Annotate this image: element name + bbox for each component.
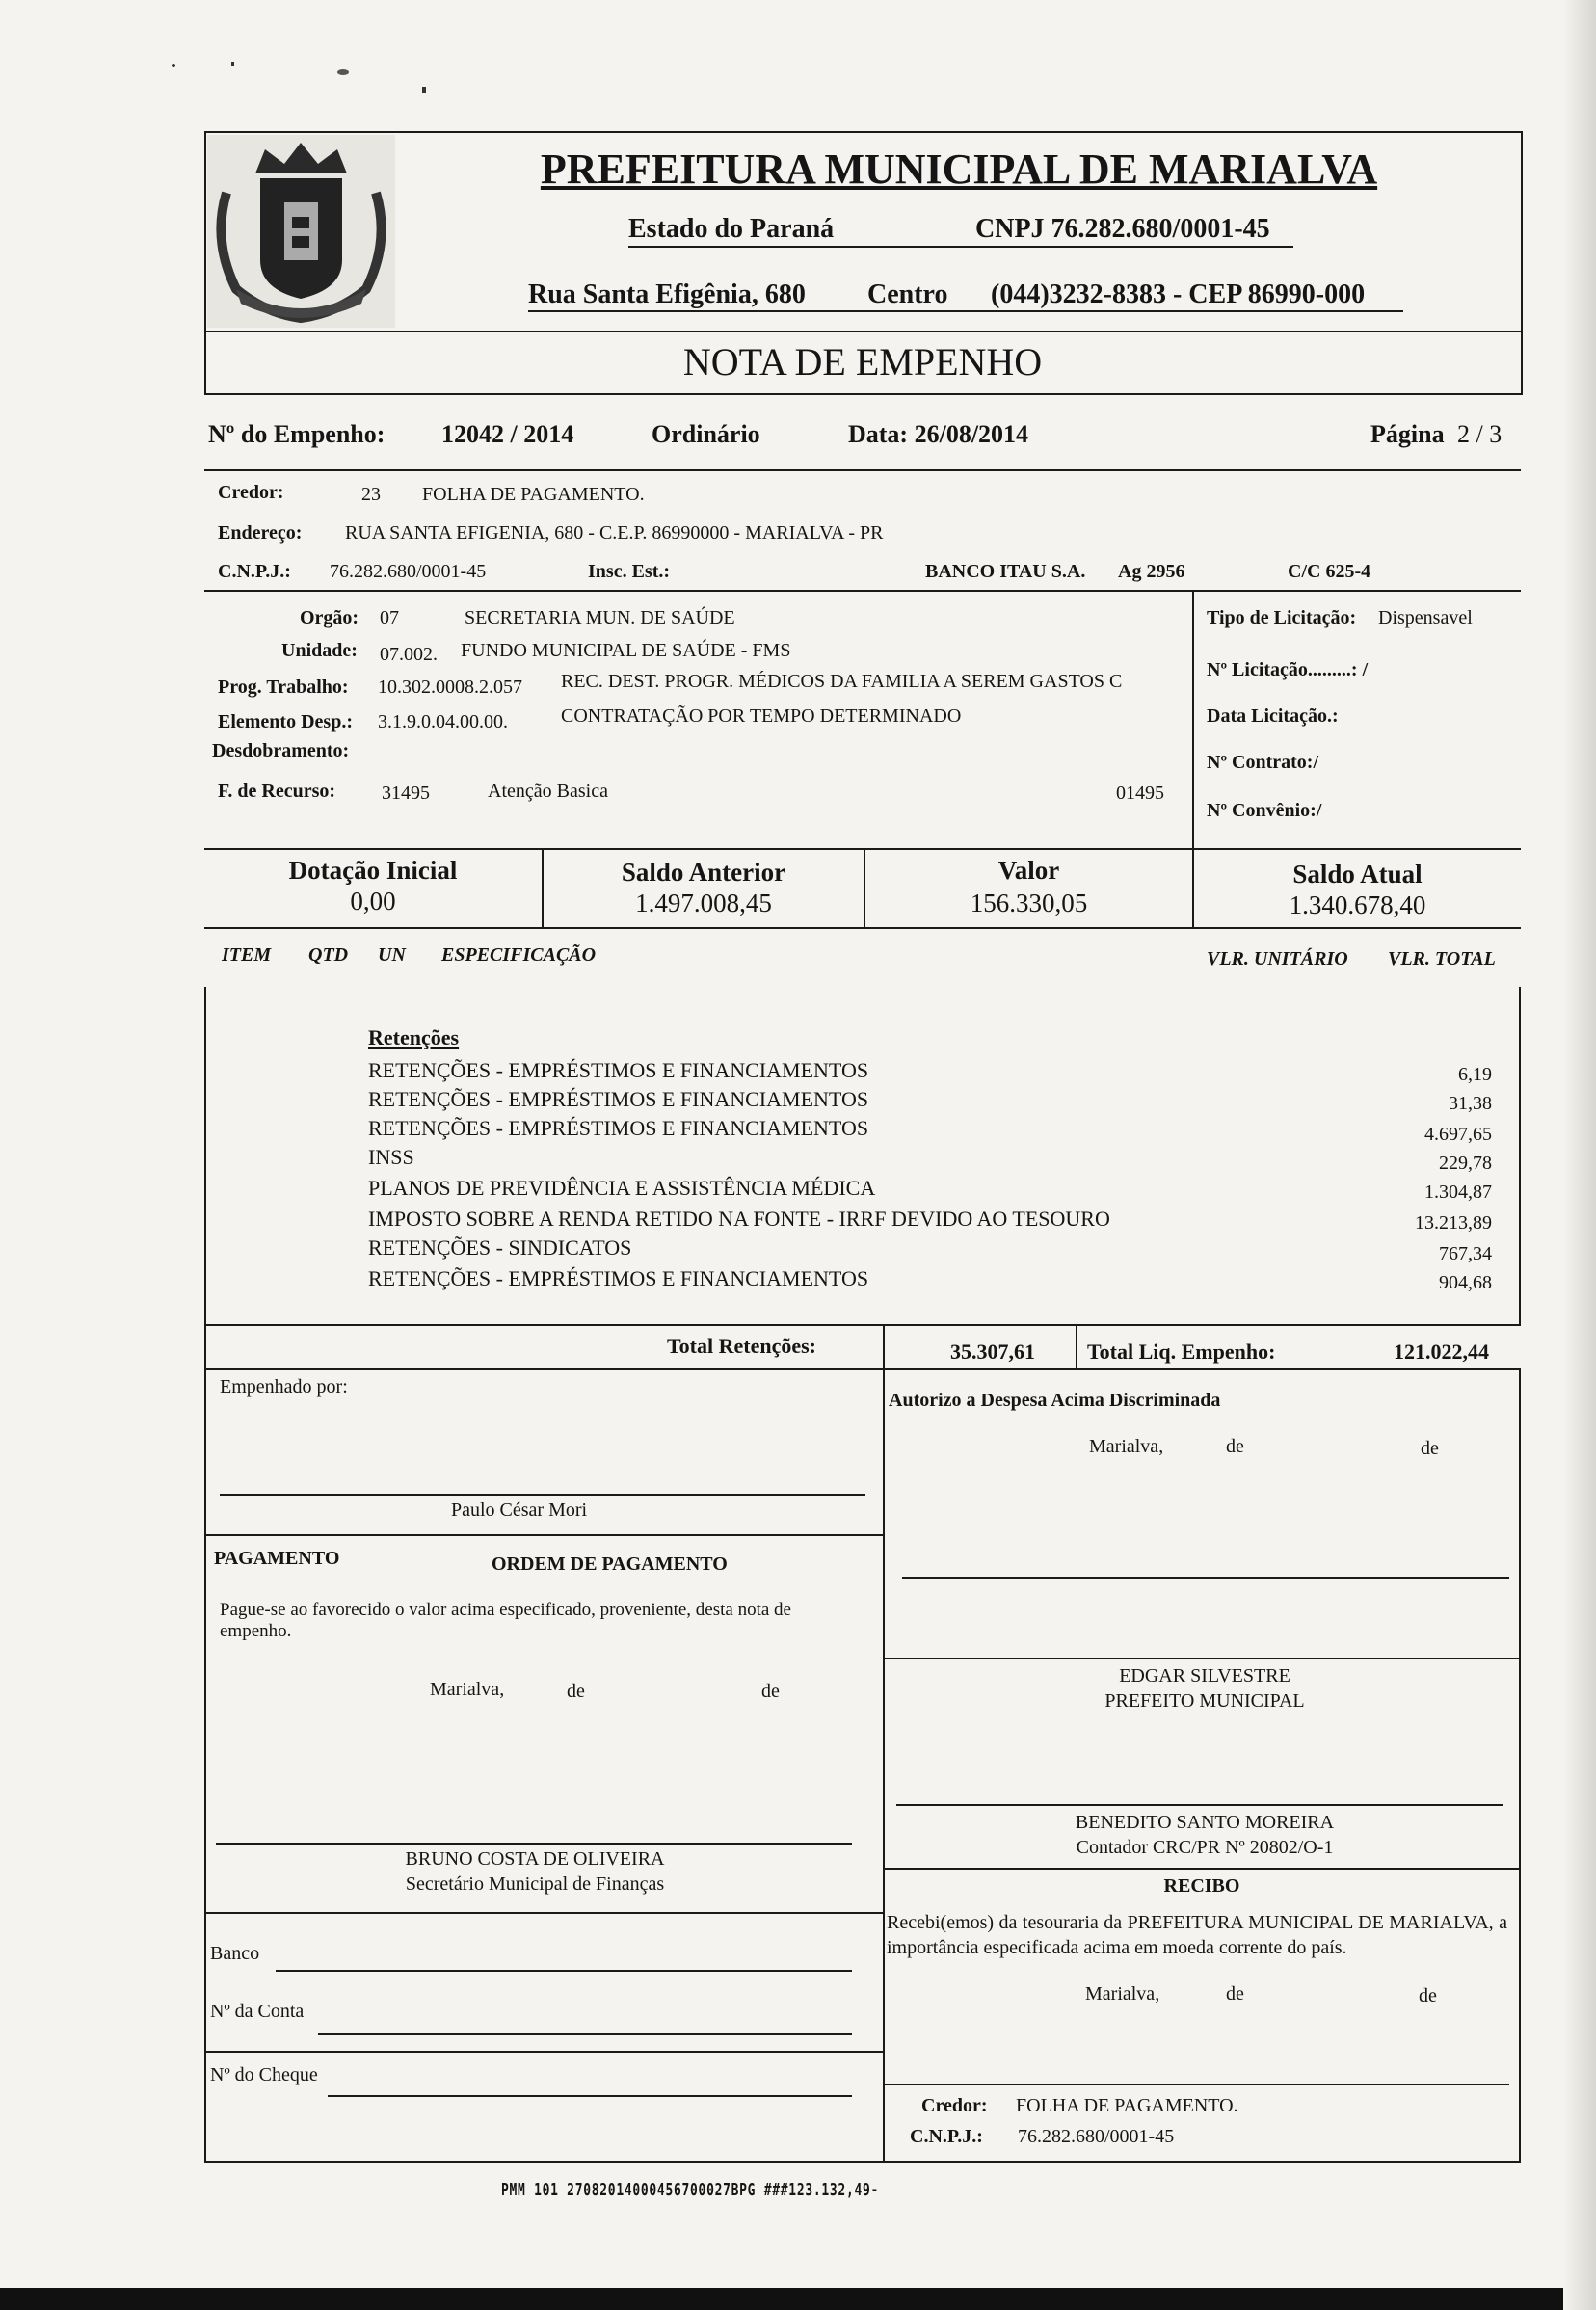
footer-code: PMM 101 27082014000456700027BPG ###123.132,49-	[501, 2180, 880, 2200]
retencao-value: 767,34	[1439, 1243, 1492, 1264]
total-retencoes-value: 35.307,61	[950, 1340, 1035, 1364]
credor-cnpj-label: C.N.P.J.:	[218, 561, 291, 582]
empenho-type: Ordinário	[652, 420, 760, 448]
pagamento-text: Pague-se ao favorecido o valor acima especificado, proveniente, desta nota de empenho.	[220, 1600, 791, 1641]
orgao-name: SECRETARIA MUN. DE SAÚDE	[465, 607, 735, 628]
retencao-description: RETENÇÕES - EMPRÉSTIMOS E FINANCIAMENTOS	[368, 1266, 869, 1290]
autorizo-title: Autorizo a Despesa Acima Discriminada	[889, 1390, 1221, 1411]
empenho-label: Nº do Empenho:	[208, 420, 386, 448]
total-liquido-label: Total Liq. Empenho:	[1087, 1340, 1276, 1364]
doc-title: NOTA DE EMPENHO	[682, 340, 1043, 384]
address-underline	[528, 310, 1403, 312]
classification-vertical	[1192, 590, 1194, 848]
credor-cnpj: 76.282.680/0001-45	[330, 561, 487, 582]
recibo-title: RECIBO	[1163, 1875, 1240, 1897]
empenhado-signature-line	[220, 1494, 865, 1496]
retencao-value: 31,38	[1449, 1093, 1492, 1114]
licitacao-date: Data Licitação.:	[1207, 705, 1339, 727]
state-name: Estado do Paraná	[628, 214, 835, 244]
pagamento-de-2: de	[761, 1681, 780, 1702]
retencao-description: RETENÇÕES - EMPRÉSTIMOS E FINANCIAMENTOS	[368, 1116, 869, 1140]
ordem-pagamento-title: ORDEM DE PAGAMENTO	[492, 1553, 728, 1575]
recibo-credor-label: Credor:	[921, 2095, 988, 2116]
totals-divider-1	[883, 1324, 885, 1368]
desdobramento-label: Desdobramento:	[212, 740, 350, 761]
licitacao-type-label: Tipo de Licitação:	[1207, 607, 1357, 628]
secretario-name: BRUNO COSTA DE OLIVEIRA	[405, 1848, 665, 1870]
retencao-value: 1.304,87	[1424, 1182, 1492, 1203]
retencao-description: RETENÇÕES - EMPRÉSTIMOS E FINANCIAMENTOS	[368, 1058, 869, 1082]
recibo-cnpj-label: C.N.P.J.:	[910, 2126, 983, 2147]
classification-divider	[204, 848, 1521, 850]
empenho-number: 12042 / 2014	[441, 420, 574, 448]
bank-name: BANCO ITAU S.A.	[925, 561, 1086, 582]
retencao-description: IMPOSTO SOBRE A RENDA RETIDO NA FONTE - IRRF DEVIDO AO TESOURO	[368, 1207, 1110, 1231]
items-box-left	[204, 987, 206, 1324]
coat-of-arms-logo	[207, 135, 395, 328]
credor-code: 23	[361, 484, 381, 505]
lower-left-border	[204, 1324, 206, 2163]
pagamento-de-1: de	[567, 1681, 585, 1702]
unidade-name: FUNDO MUNICIPAL DE SAÚDE - FMS	[461, 640, 791, 661]
retencao-value: 13.213,89	[1415, 1212, 1492, 1234]
licitacao-number: Nº Licitação.........: /	[1207, 659, 1369, 680]
lower-center-divider	[883, 1368, 885, 2161]
municipality-title: PREFEITURA MUNICIPAL DE MARIALVA	[540, 146, 1378, 193]
valor-label: Valor	[998, 856, 1060, 885]
secretario-title: Secretário Municipal de Finanças	[405, 1873, 665, 1895]
saldo-anterior-label: Saldo Anterior	[621, 858, 786, 887]
recurso-label: F. de Recurso:	[218, 781, 336, 802]
dotacao-inicial-label: Dotação Inicial	[288, 856, 458, 885]
qtd-header: QTD	[308, 944, 349, 966]
autorizo-de-2: de	[1421, 1438, 1439, 1459]
total-value-header: VLR. TOTAL	[1388, 948, 1496, 969]
state-underline	[628, 246, 1293, 248]
address-district: Centro	[867, 279, 948, 309]
cheque-top-border	[204, 2051, 883, 2053]
pagamento-label: PAGAMENTO	[214, 1548, 340, 1569]
cheque-field-line	[328, 2095, 852, 2097]
page-label: Página	[1370, 420, 1445, 448]
saldo-atual-value: 1.340.678,40	[1289, 890, 1426, 919]
recurso-name: Atenção Basica	[488, 781, 608, 802]
address-phone-cep: (044)3232-8383 - CEP 86990-000	[991, 279, 1366, 309]
recurso-code: 31495	[382, 783, 430, 804]
retencao-description: INSS	[368, 1145, 414, 1169]
empenhado-label: Empenhado por:	[220, 1376, 348, 1397]
cheque-label: Nº do Cheque	[210, 2064, 318, 2085]
empenho-divider	[204, 469, 1521, 471]
retencao-description: RETENÇÕES - EMPRÉSTIMOS E FINANCIAMENTOS	[368, 1087, 869, 1111]
prefeito-name: EDGAR SILVESTRE	[1119, 1665, 1290, 1686]
recibo-cnpj: 76.282.680/0001-45	[1018, 2126, 1175, 2147]
empenhado-signer: Paulo César Mori	[451, 1500, 588, 1521]
lower-bottom-border	[204, 2161, 1521, 2163]
convenio-number: Nº Convênio:/	[1207, 800, 1322, 821]
contrato-number: Nº Contrato:/	[1207, 752, 1319, 773]
address-label: Endereço:	[218, 522, 303, 544]
unit-value-header: VLR. UNITÁRIO	[1207, 948, 1348, 969]
scan-speck	[337, 69, 349, 75]
scan-speck	[231, 62, 234, 66]
page-value: 2 / 3	[1457, 420, 1503, 448]
licitacao-type-value: Dispensavel	[1378, 607, 1473, 628]
prog-name: REC. DEST. PROGR. MÉDICOS DA FAMILIA A SEREM GASTOS C	[561, 671, 1123, 692]
conta-field-line	[318, 2033, 852, 2035]
prefeito-signature-line-top	[902, 1577, 1509, 1579]
scan-speck	[172, 64, 175, 67]
un-header: UN	[378, 944, 406, 966]
empenho-date: Data: 26/08/2014	[848, 420, 1029, 448]
pagamento-top-border	[204, 1534, 883, 1536]
elemento-name: CONTRATAÇÃO POR TEMPO DETERMINADO	[561, 705, 962, 727]
saldo-atual-label: Saldo Atual	[1292, 860, 1423, 889]
orgao-code: 07	[380, 607, 399, 628]
recibo-de-2: de	[1419, 1985, 1437, 2006]
recibo-signature-line	[883, 2084, 1509, 2085]
dotacao-inicial-value: 0,00	[350, 887, 396, 916]
retencao-value: 6,19	[1458, 1064, 1492, 1085]
totals-top-border	[204, 1324, 1521, 1326]
banco-field-line	[276, 1970, 852, 1972]
banco-label: Banco	[210, 1943, 260, 1964]
contador-signature-line	[896, 1804, 1503, 1806]
conta-label: Nº da Conta	[210, 2001, 305, 2022]
credor-address: RUA SANTA EFIGENIA, 680 - C.E.P. 86990000 - MARIALVA - PR	[345, 522, 884, 544]
cnpj-header: CNPJ 76.282.680/0001-45	[975, 214, 1270, 244]
header-divider	[204, 331, 1521, 332]
credor-divider	[204, 590, 1521, 592]
retencao-value: 4.697,65	[1424, 1124, 1492, 1145]
unidade-code: 07.002.	[380, 644, 438, 665]
recibo-credor-name: FOLHA DE PAGAMENTO.	[1016, 2095, 1238, 2116]
autorizo-place: Marialva,	[1089, 1436, 1164, 1457]
prefeito-section-border	[883, 1658, 1521, 1659]
scan-edge-right	[1563, 0, 1596, 2310]
recibo-top-border	[883, 1868, 1521, 1870]
elemento-code: 3.1.9.0.04.00.00.	[378, 711, 508, 732]
scan-edge	[0, 2288, 1596, 2310]
insc-est-label: Insc. Est.:	[588, 561, 671, 582]
item-header: ITEM	[222, 944, 272, 966]
bank-account: C/C 625-4	[1288, 561, 1371, 582]
totals-mid-border	[204, 1368, 1521, 1370]
autorizo-de-1: de	[1226, 1436, 1244, 1457]
total-retencoes-label: Total Retenções:	[667, 1334, 816, 1358]
contador-title: Contador CRC/PR Nº 20802/O-1	[1076, 1837, 1334, 1858]
prog-label: Prog. Trabalho:	[218, 677, 349, 698]
address-street: Rua Santa Efigênia, 680	[528, 279, 806, 309]
elemento-label: Elemento Desp.:	[218, 711, 353, 732]
retencao-value: 229,78	[1439, 1153, 1492, 1174]
recibo-text: Recebi(emos) da tesouraria da PREFEITURA MUNICIPAL DE MARIALVA, a importância especificada acima em moeda corrente do país.	[887, 1912, 1507, 1958]
lower-right-border	[1519, 1368, 1521, 2163]
prog-code: 10.302.0008.2.057	[378, 677, 522, 698]
items-box-right	[1519, 987, 1521, 1324]
credor-name: FOLHA DE PAGAMENTO.	[422, 484, 645, 505]
prefeito-title: PREFEITO MUNICIPAL	[1104, 1690, 1305, 1712]
pagamento-place: Marialva,	[430, 1679, 505, 1700]
retencao-description: RETENÇÕES - SINDICATOS	[368, 1235, 632, 1260]
totals-divider-2	[1076, 1324, 1077, 1368]
retencoes-title: Retenções	[368, 1025, 460, 1049]
balances-divider	[204, 927, 1521, 929]
valor-value: 156.330,05	[970, 889, 1088, 917]
retencao-value: 904,68	[1439, 1272, 1492, 1293]
contador-name: BENEDITO SANTO MOREIRA	[1075, 1812, 1335, 1833]
scan-speck	[422, 87, 426, 93]
recibo-place: Marialva,	[1085, 1983, 1160, 2005]
secretario-signature-line	[216, 1843, 852, 1845]
credor-label: Credor:	[218, 482, 284, 503]
recurso-extra: 01495	[1116, 783, 1164, 804]
retencao-description: PLANOS DE PREVIDÊNCIA E ASSISTÊNCIA MÉDICA	[368, 1176, 876, 1200]
total-liquido-value: 121.022,44	[1394, 1340, 1489, 1364]
bank-fields-top-border	[204, 1912, 883, 1914]
spec-header: ESPECIFICAÇÃO	[441, 944, 597, 966]
bank-agency: Ag 2956	[1118, 561, 1185, 582]
orgao-label: Orgão:	[300, 607, 359, 628]
recibo-de-1: de	[1226, 1983, 1244, 2005]
saldo-anterior-value: 1.497.008,45	[635, 889, 772, 917]
unidade-label: Unidade:	[281, 640, 358, 661]
